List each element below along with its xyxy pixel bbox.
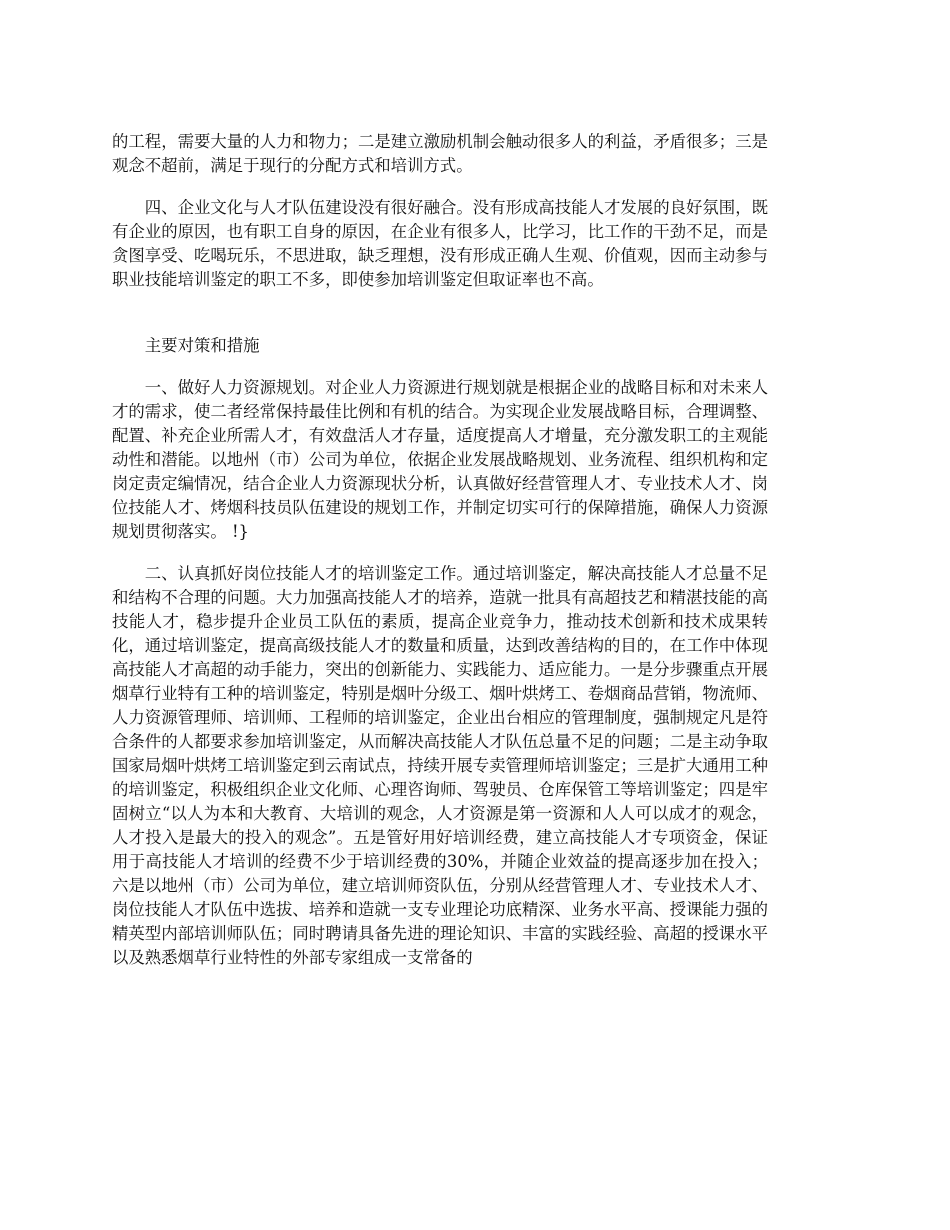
paragraph-spacer bbox=[112, 358, 768, 376]
paragraph-hr-planning: 一、做好人力资源规划。对企业人力资源进行规划就是根据企业的战略目标和对未来人才的需求，使二者经常保持最佳比例和有机的结合。为实现企业发展战略目标，合理调整、配置、补充企业所需人才，有效盘活人才存量，适度提高人才增量，充分激发职工的主观能动性和潜能。以地州（市）公司为单位，依据企业发展战略规划、业务流程、组织机构和定岗定责定编情况，结合企业人力资源现状分析，认真做好经营管理人才、专业技术人才、岗位技能人才、烤烟科技员队伍建设的规划工作，并制定切实可行的保障措施，确保人力资源规划贯彻落实。 !} bbox=[112, 378, 768, 541]
section-spacer bbox=[112, 292, 768, 334]
section-heading: 主要对策和措施 bbox=[144, 336, 260, 355]
document-body bbox=[112, 130, 768, 970]
paragraph-culture-and-talent: 四、企业文化与人才队伍建设没有很好融合。没有形成高技能人才发展的良好氛围，既有企业的原因，也有职工自身的原因，在企业有很多人，比学习，比工作的干劲不足，而是贪图享受、吃喝玩乐，不思进取，缺乏理想，没有形成正确人生观、价值观，因而主动参与职业技能培训鉴定的职工不多，即使参加培训鉴定但取证率也不高。 bbox=[112, 198, 768, 289]
paragraph-skill-training: 二、认真抓好岗位技能人才的培训鉴定工作。通过培训鉴定，解决高技能人才总量不足和结构不合理的问题。大力加强高技能人才的培养，造就一批具有高超技艺和精湛技能的高技能人才，稳步提升企业员工队伍的素质，提高企业竞争力，推动技术创新和技术成果转化，通过培训鉴定，提高高级技能人才的数量和质量，达到改善结构的目的，在工作中体现高技能人才高超的动手能力，突出的创新能力、实践能力、适应能力。一是分步骤重点开展烟草行业特有工种的培训鉴定，特别是烟叶分级工、烟叶烘烤工、卷烟商品营销，物流师、人力资源管理师、培训师、工程师的培训鉴定，企业出台相应的管理制度，强制规定凡是符合条件的人都要求参加培训鉴定，从而解决高技能人才队伍总量不足的问题；二是主动争取国家局烟叶烘烤工培训鉴定到云南试点，持续开展专卖管理师培训鉴定；三是扩大通用工种的培训鉴定，积极组织企业文化师、心理咨询师、驾驶员、仓库保管工等培训鉴定；四是牢固树立“以人为本和大教育、大培训的观念，人才资源是第一资源和人人可以成才的观念，人才投入是最大的投入的观念”。五是管好用好培训经费，建立高技能人才专项资金，保证用于高技能人才培训的经费不少于培训经费的30%，并随企业效益的提高逐步加在投入；六是以地州（市）公司为单位，建立培训师资队伍，分别从经营管理人才、专业技术人才、岗位技能人才队伍中选拔、培养和造就一支专业理论功底精深、业务水平高、授课能力强的精英型内部培训师队伍；同时聘请具备先进的理论知识、丰富的实践经验、高超的授课水平以及熟悉烟草行业特性的外部专家组成一支常备的 bbox=[112, 564, 768, 967]
paragraph-continuation: 的工程，需要大量的人力和物力；二是建立激励机制会触动很多人的利益，矛盾很多；三是观念不超前，满足于现行的分配方式和培训方式。 bbox=[112, 132, 768, 175]
paragraph-spacer bbox=[112, 178, 768, 196]
paragraph-spacer bbox=[112, 544, 768, 562]
